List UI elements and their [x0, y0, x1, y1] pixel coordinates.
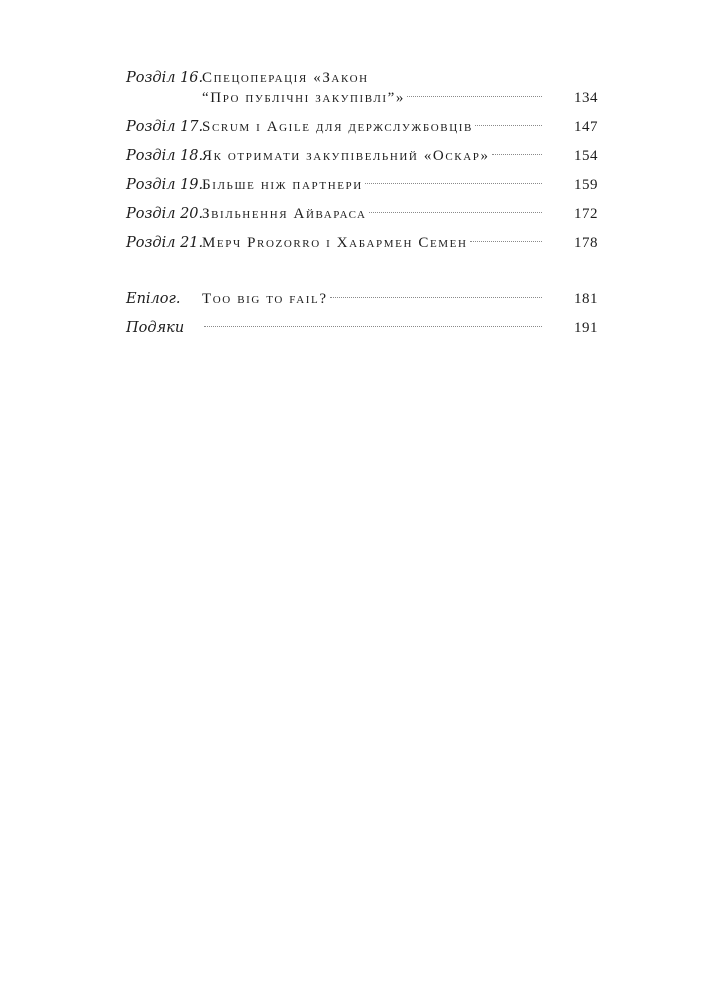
table-of-contents — [126, 68, 598, 347]
dot-leader — [470, 241, 542, 242]
chapter-label: Розділ 20. — [126, 206, 204, 222]
chapter-title-line-1: Спецоперація «Закон — [202, 70, 369, 86]
chapter-title-block — [202, 289, 598, 309]
chapter-title-row — [202, 175, 598, 195]
dot-leader — [365, 183, 542, 184]
chapter-title: Звільнення Айвараса — [202, 206, 367, 222]
dot-leader — [330, 297, 542, 298]
toc-entry-chapter-20 — [126, 204, 598, 224]
chapter-title-row — [202, 318, 598, 338]
chapter-title: Scrum і Agile для держслужбовців — [202, 119, 473, 135]
chapter-title-block — [202, 233, 598, 253]
page-number: 154 — [574, 148, 598, 164]
chapter-label: Розділ 17. — [126, 119, 204, 135]
chapter-title: Як отримати закупівельний «Оскар» — [202, 148, 490, 164]
chapter-label: Розділ 21. — [126, 235, 204, 251]
chapter-label: Розділ 18. — [126, 148, 204, 164]
page-number: 147 — [574, 119, 598, 135]
chapter-title: “Про публічні закупівлі”» — [202, 90, 406, 106]
page-number: 159 — [574, 177, 598, 193]
dot-leader — [204, 326, 542, 327]
chapter-title-block — [202, 68, 598, 108]
chapter-title-row — [202, 146, 598, 166]
chapter-label: Розділ 19. — [126, 177, 204, 193]
toc-entry-chapter-21 — [126, 233, 598, 253]
toc-entry-chapter-17 — [126, 117, 598, 137]
toc-entry-chapter-18 — [126, 146, 598, 166]
dot-leader — [407, 96, 542, 97]
page-number: 134 — [574, 90, 598, 106]
chapter-title-block — [202, 146, 598, 166]
chapter-title-row — [202, 117, 598, 137]
page-number: 178 — [574, 235, 598, 251]
chapter-title-row — [202, 204, 598, 224]
chapter-title-block — [202, 318, 598, 338]
toc-entry-acknowledgements — [126, 318, 598, 338]
chapter-title-block — [202, 175, 598, 195]
chapter-title-row — [202, 289, 598, 309]
page-number: 181 — [574, 291, 598, 307]
chapter-title: Більше ніж партнери — [202, 177, 363, 193]
toc-entry-epilogue — [126, 289, 598, 309]
chapter-title-row — [202, 233, 598, 253]
toc-entry-chapter-19 — [126, 175, 598, 195]
chapter-title-row — [202, 88, 598, 108]
chapter-label: Розділ 16. — [126, 70, 204, 86]
chapter-title: Мерч Prozorro і Хабармен Семен — [202, 235, 468, 251]
chapter-label: Подяки — [126, 320, 185, 336]
chapter-title-block — [202, 204, 598, 224]
dot-leader — [475, 125, 542, 126]
chapter-title: Too big to fail? — [202, 291, 328, 307]
chapter-label: Епілог. — [126, 291, 181, 307]
chapter-title-block — [202, 117, 598, 137]
toc-entry-chapter-16 — [126, 68, 598, 108]
dot-leader — [369, 212, 542, 213]
dot-leader — [492, 154, 542, 155]
page-number: 191 — [574, 320, 598, 336]
page-number: 172 — [574, 206, 598, 222]
